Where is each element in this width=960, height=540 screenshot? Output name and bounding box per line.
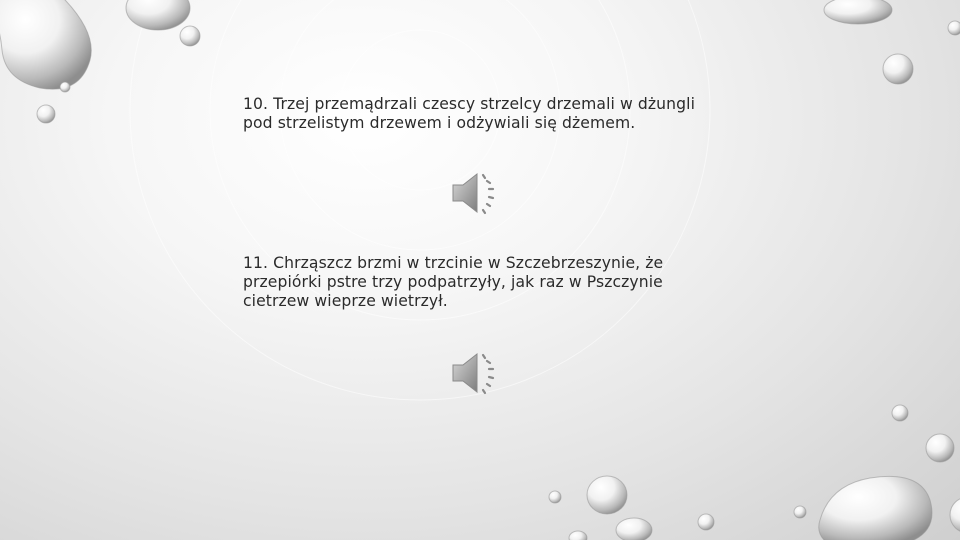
tongue-twister-11: 11. Chrząszcz brzmi w trzcinie w Szczebrzeszynie, że przepiórki pstre trzy podpatrzyły, jak raz w Pszczynie cietrzew wieprze wietrzył. [243,254,664,310]
speaker-icon[interactable] [450,170,502,216]
speaker-icon[interactable] [450,350,502,396]
tongue-twister-10: 10. Trzej przemądrzali czescy strzelcy drzemali w dżungli pod strzelistym drzewem i odżywiali się dżemem. [243,95,696,132]
